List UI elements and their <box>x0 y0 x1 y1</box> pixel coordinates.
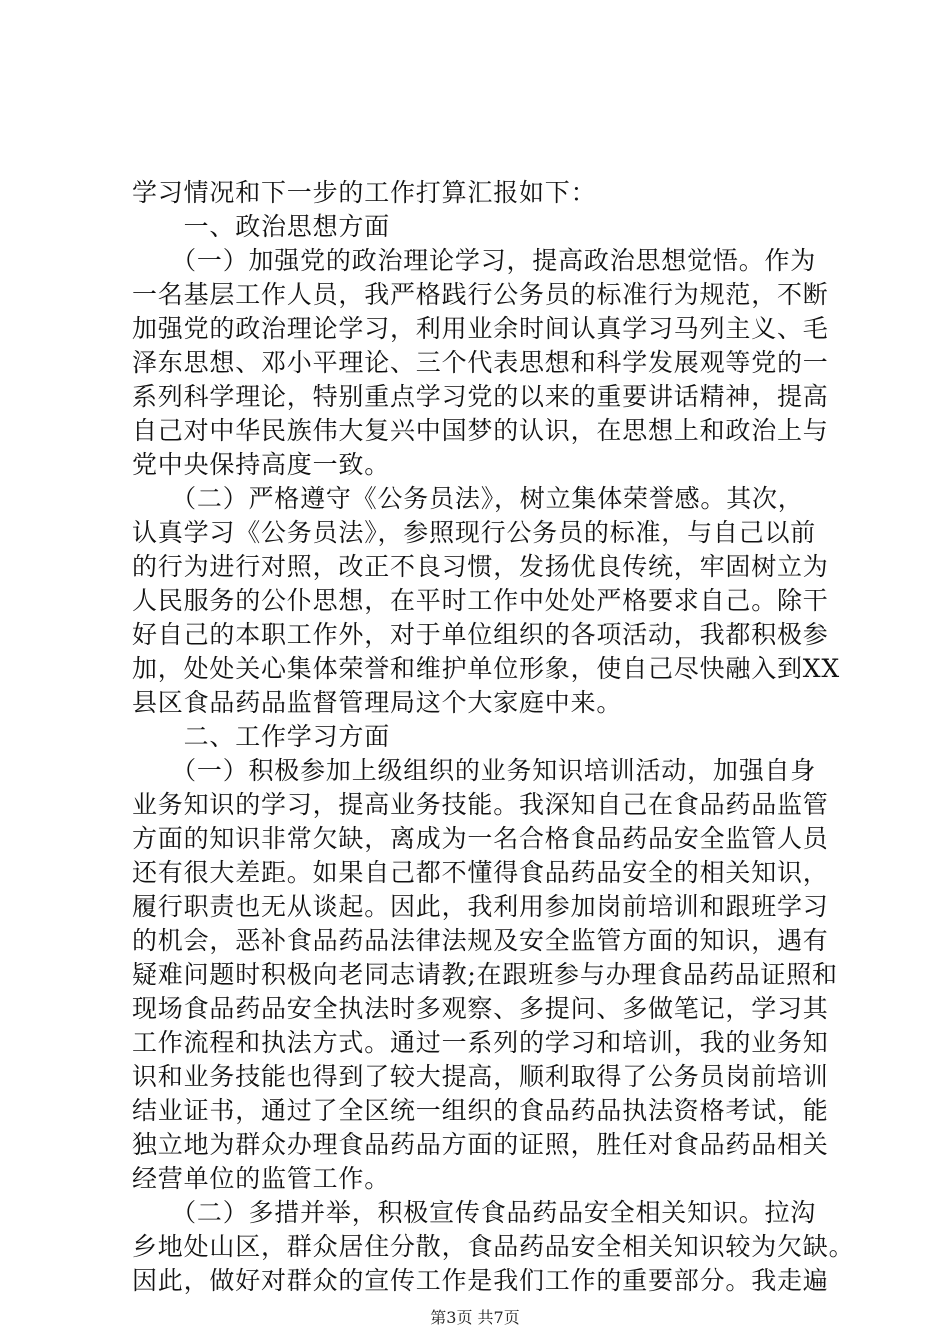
text-line: （一）加强党的政治理论学习，提高政治思想觉悟。作为 <box>132 246 817 275</box>
text-line: 履行职责也无从谈起。因此，我利用参加岗前培训和跟班学习 <box>132 892 829 921</box>
text-line: 结业证书，通过了全区统一组织的食品药品执法资格考试，能 <box>132 1096 829 1125</box>
text-line: 疑难问题时积极向老同志请教;在跟班参与办理食品药品证照和 <box>132 960 838 989</box>
text-line: 乡地处山区，群众居住分散，食品药品安全相关知识较为欠缺。 <box>132 1232 855 1261</box>
text-line: 认真学习《公务员法》，参照现行公务员的标准，与自己以前 <box>132 518 817 547</box>
text-line: 业务知识的学习，提高业务技能。我深知自己在食品药品监管 <box>132 790 829 819</box>
text-line: 识和业务技能也得到了较大提高，顺利取得了公务员岗前培训 <box>132 1062 829 1091</box>
text-line: 经营单位的监管工作。 <box>132 1164 391 1193</box>
text-line: 县区食品药品监督管理局这个大家庭中来。 <box>132 688 623 717</box>
text-line: （二）多措并举，积极宣传食品药品安全相关知识。拉沟 <box>132 1198 817 1227</box>
section-heading: 一、政治思想方面 <box>132 212 391 241</box>
text-line: 学习情况和下一步的工作打算汇报如下： <box>132 178 597 207</box>
text-line: （一）积极参加上级组织的业务知识培训活动，加强自身 <box>132 756 817 785</box>
text-line: 好自己的本职工作外，对于单位组织的各项活动，我都积极参 <box>132 620 829 649</box>
text-line: 加强党的政治理论学习，利用业余时间认真学习马列主义、毛 <box>132 314 829 343</box>
text-line: 工作流程和执法方式。通过一系列的学习和培训，我的业务知 <box>132 1028 829 1057</box>
text-line: 加，处处关心集体荣誉和维护单位形象，使自己尽快融入到XX <box>132 654 840 683</box>
page-number-footer: 第3页 共7页 <box>430 1308 520 1327</box>
text-line: 泽东思想、邓小平理论、三个代表思想和科学发展观等党的一 <box>132 348 829 377</box>
section-heading: 二、工作学习方面 <box>132 722 391 751</box>
text-line: 现场食品药品安全执法时多观察、多提问、多做笔记，学习其 <box>132 994 829 1023</box>
text-line: （二）严格遵守《公务员法》，树立集体荣誉感。其次， <box>132 484 804 513</box>
text-line: 一名基层工作人员，我严格践行公务员的标准行为规范，不断 <box>132 280 829 309</box>
text-line: 因此，做好对群众的宣传工作是我们工作的重要部分。我走遍 <box>132 1266 829 1295</box>
text-line: 的行为进行对照，改正不良习惯，发扬优良传统，牢固树立为 <box>132 552 829 581</box>
text-line: 的机会，恶补食品药品法律法规及安全监管方面的知识，遇有 <box>132 926 829 955</box>
text-line: 方面的知识非常欠缺，离成为一名合格食品药品安全监管人员 <box>132 824 829 853</box>
text-line: 党中央保持高度一致。 <box>132 450 391 479</box>
text-line: 自己对中华民族伟大复兴中国梦的认识，在思想上和政治上与 <box>132 416 829 445</box>
text-line: 独立地为群众办理食品药品方面的证照，胜任对食品药品相关 <box>132 1130 829 1159</box>
text-line: 人民服务的公仆思想，在平时工作中处处严格要求自己。除干 <box>132 586 829 615</box>
text-line: 系列科学理论，特别重点学习党的以来的重要讲话精神，提高 <box>132 382 829 411</box>
text-line: 还有很大差距。如果自己都不懂得食品药品安全的相关知识， <box>132 858 829 887</box>
